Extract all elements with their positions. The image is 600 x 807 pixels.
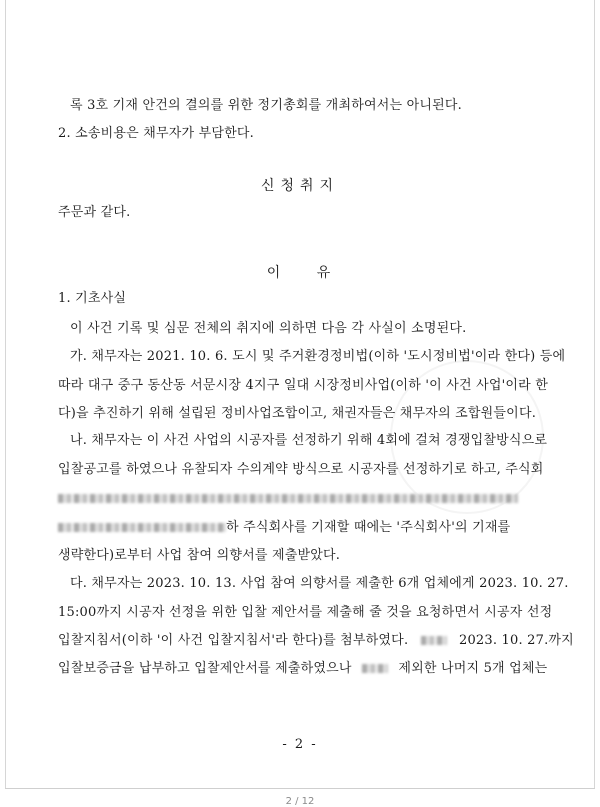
text-line-partially-redacted <box>58 633 574 649</box>
text-line: 가. 채무자는 2021. 10. 6. 도시 및 주거환경정비법(이하 '도시정비법'이라 한다) 등에 <box>70 349 566 364</box>
page-border-left <box>5 0 6 788</box>
redaction-block <box>421 636 447 645</box>
text-line: 다. 채무자는 2023. 10. 13. 사업 참여 의향서를 제출한 6개 업체에게 2023. 10. 27. <box>70 576 569 591</box>
redaction-block <box>58 494 518 503</box>
text-fragment: 입찰지침서(이하 '이 사건 입찰지침서'라 한다)를 첨부하였다. <box>58 633 409 648</box>
text-fragment: 제외한 나머지 5개 업체는 <box>398 661 548 676</box>
page-border-right <box>594 0 595 788</box>
text-fragment: 2023. 10. 27.까지 <box>458 633 574 648</box>
text-line: 주문과 같다. <box>58 205 131 220</box>
section-title-basic-facts: 1. 기초사실 <box>58 291 127 306</box>
page-footer: - 2 - <box>282 737 318 752</box>
page-border-bottom <box>5 788 595 789</box>
heading-relief: 신청취지 <box>260 178 340 194</box>
text-line: 따라 대구 중구 동산동 서문시장 4지구 일대 시장정비사업(이하 '이 사건 사업'이라 한 <box>58 378 548 393</box>
order-item-2: 2. 소송비용은 채무자가 부담한다. <box>58 126 254 141</box>
redaction-block <box>58 523 226 532</box>
text-fragment: 입찰보증금을 납부하고 입찰제안서를 제출하였으나 <box>58 661 352 676</box>
text-line: 입찰공고를 하였으나 유찰되자 수의계약 방식으로 시공자를 선정하기로 하고, 주식회 <box>58 462 544 477</box>
text-fragment: 하 주식회사를 기재할 때에는 '주식회사'의 기재를 <box>226 520 511 535</box>
text-line: 생략한다)로부터 사업 참여 의향서를 제출받았다. <box>58 548 341 563</box>
redaction-block <box>362 664 388 673</box>
text-line: 다)을 추진하기 위해 설립된 정비사업조합이고, 채권자들은 채무자의 조합원들이다. <box>58 406 537 421</box>
text-line: 나. 채무자는 이 사건 사업의 시공자를 선정하기 위해 4회에 걸쳐 경쟁입찰방식으로 <box>70 433 548 448</box>
redacted-line <box>58 491 528 507</box>
text-line-partially-redacted <box>58 520 528 536</box>
viewer-page-indicator: 2 / 12 <box>285 796 315 807</box>
text-line: 이 사건 기록 및 심문 전체의 취지에 의하면 다음 각 사실이 소명된다. <box>70 321 467 336</box>
heading-reason: 이 유 <box>266 265 334 281</box>
text-line: 15:00까지 시공자 선정을 위한 입찰 제안서를 제출해 줄 것을 요청하면서 시공자 선정 <box>58 605 553 620</box>
text-line-partially-redacted <box>58 661 548 677</box>
text-line: 록 3호 기재 안건의 결의를 위한 정기총회를 개최하여서는 아니된다. <box>70 98 462 113</box>
